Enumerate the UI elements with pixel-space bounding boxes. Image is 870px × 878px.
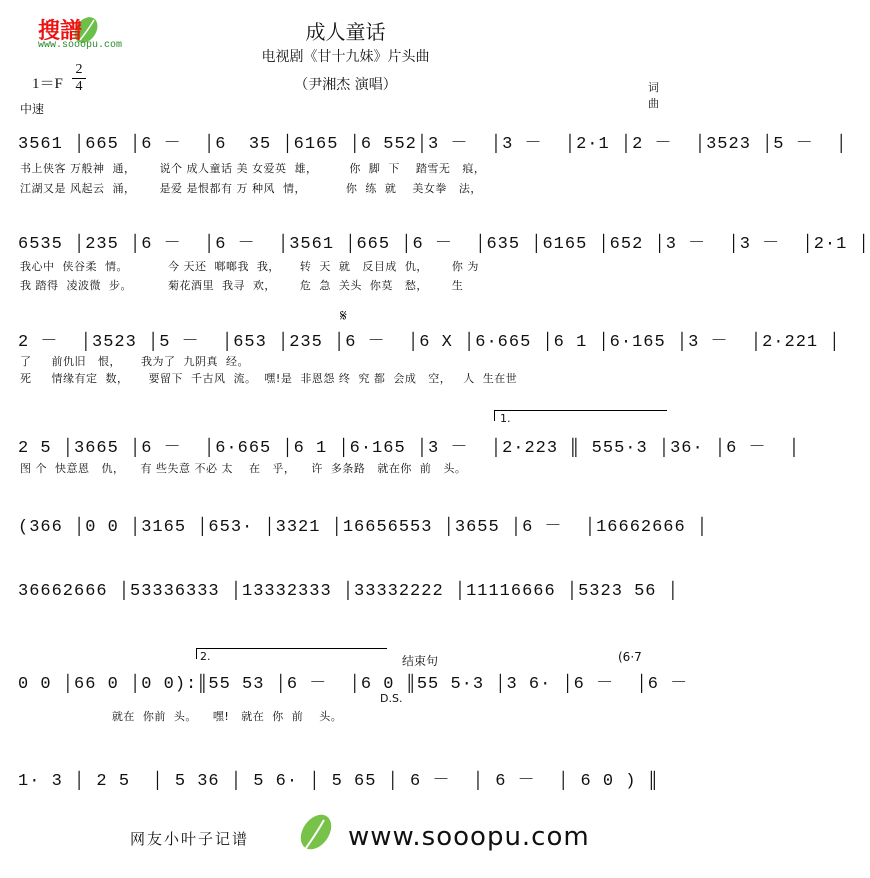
staff-line-1: 3561 │665 │6 － │6 35 │6165 │6 552│3 － │3 － │2·1 │2 － │3523 │5 － │ xyxy=(18,135,848,154)
paren-note: (6·7 xyxy=(618,650,642,664)
transcriber-credit: 网友小叶子记谱 xyxy=(130,830,250,848)
credits xyxy=(648,80,659,112)
volta-2: 2. xyxy=(200,650,211,663)
staff-line-5: (366 │0 0 │3165 │653· │3321 │16656553 │3655 │6 － │16662666 │ xyxy=(18,518,709,537)
ds-mark: D.S. xyxy=(380,692,403,705)
composer-label: 曲 xyxy=(648,97,659,110)
meter-bottom: 4 xyxy=(75,79,83,94)
lyricist-label: 词 xyxy=(648,81,659,94)
lyric-line-3a: 了 前仇旧 恨， 我为了 九阴真 经。 xyxy=(20,355,249,368)
volta-1: 1. xyxy=(500,412,511,425)
song-subtitle: 电视剧《甘十九妹》片头曲 xyxy=(261,49,430,65)
volta-2-bracket xyxy=(196,648,387,659)
lyric-line-2b: 我 踏得 凌波微 步。 菊花酒里 我寻 欢， 危 急 关头 你莫 愁， 生 xyxy=(20,279,464,292)
song-title: 成人童话 xyxy=(305,20,386,44)
lyric-line-1a: 书上侠客 万般神 通， 说个 成人童话 美 女爱英 雄， 你 脚 下 踏雪无 痕， xyxy=(20,162,486,175)
staff-line-3: 2 － │3523 │5 － │653 │235 │6 － │6 X │6·665 │6 1 │6·165 │3 － │2·221 │ xyxy=(18,333,841,352)
lyric-line-1b: 江湖又是 风起云 涌， 是爱 是恨都有 万 种风 情， 你 练 就 美女拳 法， xyxy=(20,182,482,195)
segno-mark: 𝄋 xyxy=(340,306,347,325)
footer-url[interactable]: www.sooopu.com xyxy=(348,822,590,852)
logo-url: www.sooopu.com xyxy=(38,40,123,51)
lyric-line-4a: 图 个 快意恩 仇， 有 些失意 不必 太 在 乎， 许 多条路 就在你 前 头。 xyxy=(20,462,467,475)
key-signature: 1＝F xyxy=(32,76,63,92)
footer-leaf-icon xyxy=(292,810,340,864)
volta-1-bracket xyxy=(494,410,667,421)
staff-line-4: 2 5 │3665 │6 － │6·665 │6 1 │6·165 │3 － │2·223 ║ 555·3 │36· │6 － │ xyxy=(18,439,801,458)
singer-credit: （尹湘杰 演唱） xyxy=(294,77,397,93)
staff-line-2: 6535 │235 │6 － │6 － │3561 │665 │6 － │635 │6165 │652 │3 － │3 － │2·1 │ xyxy=(18,235,870,254)
tempo-marking: 中速 xyxy=(20,102,45,116)
lyric-line-3b: 死 情缘有定 数， 要留下 千古风 流。 嘿!是 非恩怨 终 究 都 会成 空， 人 生在世 xyxy=(20,372,518,385)
logo-text: 搜譜 xyxy=(38,19,83,44)
time-signature xyxy=(72,62,86,95)
staff-line-6: 36662666 │53336333 │13332333 │33332222 │11116666 │5323 56 │ xyxy=(18,582,679,601)
staff-line-8: 1· 3 │ 2 5 │ 5 36 │ 5 6· │ 5 65 │ 6 － │ 6 － │ 6 0 ) ║ xyxy=(18,772,659,791)
ending-label: 结束句 xyxy=(402,654,439,668)
lyric-line-2a: 我心中 侠谷柔 情。 今 天还 啷啷我 我， 转 天 就 反目成 仇， 你 为 xyxy=(20,260,479,273)
staff-line-7: 0 0 │66 0 │0 0):║55 53 │6 － │6 0 ║55 5·3 │3 6· │6 － │6 － xyxy=(18,675,700,694)
lyric-line-7a: 就在 你前 头。 嘿! 就在 你 前 头。 xyxy=(20,710,343,723)
meter-top: 2 xyxy=(75,62,83,77)
